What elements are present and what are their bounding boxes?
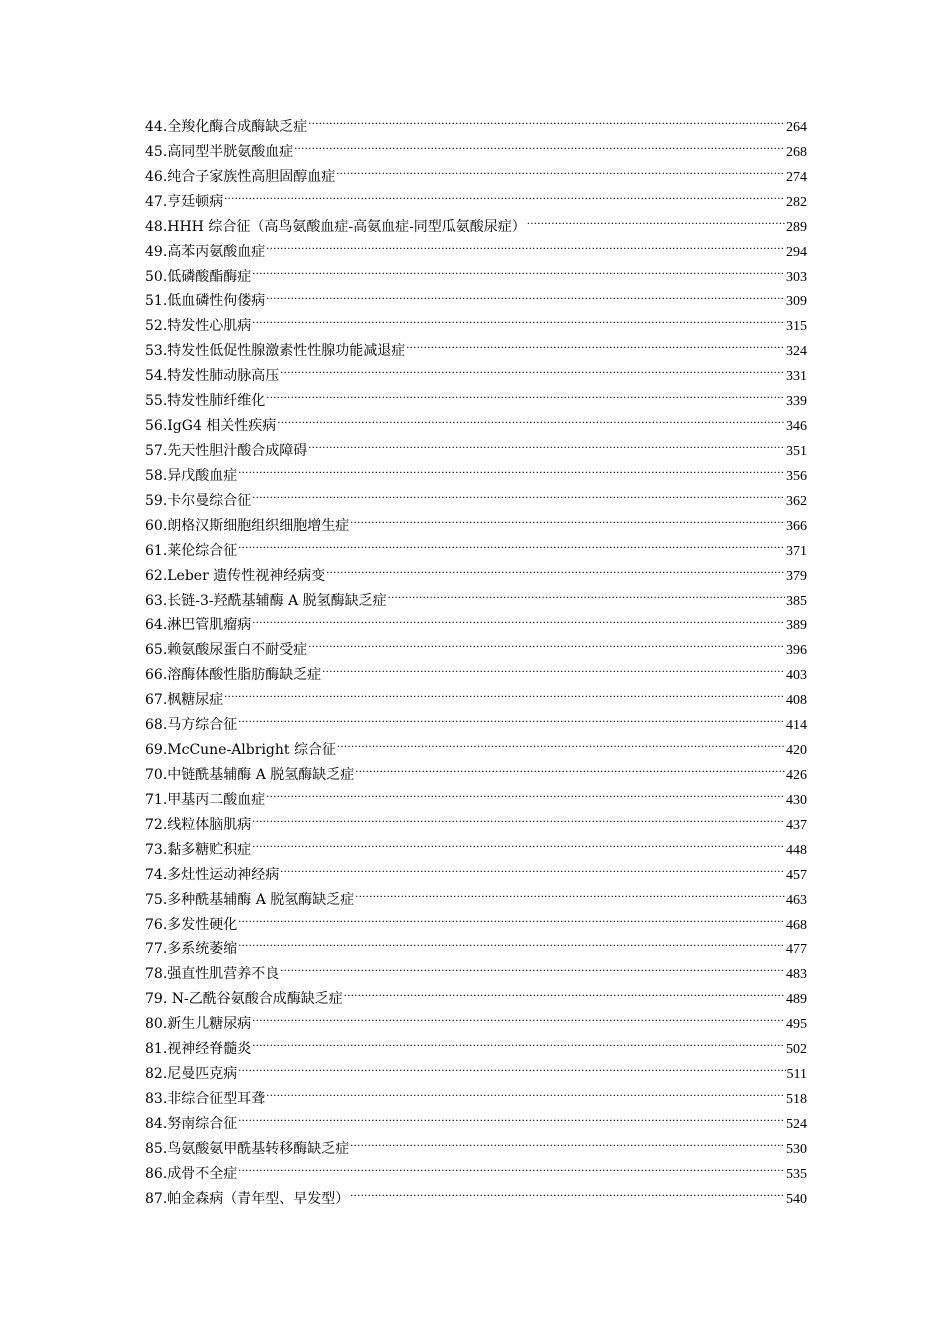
dot-leader [350, 1189, 785, 1203]
dot-leader [266, 242, 785, 256]
toc-entry-title: 74.多灶性运动神经病 [145, 866, 280, 883]
toc-entry[interactable] [145, 613, 807, 638]
dot-leader [252, 491, 785, 505]
toc-entry-page-number: 315 [786, 319, 807, 335]
toc-entry-title: 59.卡尔曼综合征 [145, 492, 252, 509]
toc-entry-page-number: 282 [786, 194, 807, 210]
toc-entry[interactable] [145, 1087, 807, 1112]
toc-entry-title: 65.赖氨酸尿蛋白不耐受症 [145, 642, 308, 659]
toc-entry-page-number: 351 [786, 443, 807, 459]
toc-entry-page-number: 294 [786, 244, 807, 260]
dot-leader [308, 117, 785, 131]
dot-leader [350, 516, 785, 530]
toc-entry[interactable] [145, 314, 807, 339]
dot-leader [322, 665, 785, 679]
toc-entry-title: 80.新生儿糖尿病 [145, 1016, 252, 1033]
toc-entry[interactable] [145, 1112, 807, 1137]
toc-entry-page-number: 379 [786, 568, 807, 584]
toc-entry[interactable] [145, 165, 807, 190]
toc-entry[interactable] [145, 888, 807, 913]
toc-entry[interactable] [145, 265, 807, 290]
toc-entry-page-number: 540 [786, 1191, 807, 1207]
toc-entry[interactable] [145, 414, 807, 439]
toc-entry-title: 84.努南综合征 [145, 1115, 238, 1132]
toc-entry-page-number: 518 [786, 1091, 807, 1107]
dot-leader [238, 1114, 785, 1128]
toc-entry[interactable] [145, 389, 807, 414]
toc-entry-title: 44.全羧化酶合成酶缺乏症 [145, 119, 308, 135]
toc-entry-page-number: 303 [786, 269, 807, 285]
toc-entry-title: 78.强直性肌营养不良 [145, 966, 280, 983]
toc-entry-title: 79. N-乙酰谷氨酸合成酶缺乏症 [145, 991, 343, 1008]
toc-entry-page-number: 356 [786, 468, 807, 484]
toc-entry-page-number: 535 [786, 1166, 807, 1182]
toc-entry[interactable] [145, 937, 807, 962]
toc-entry[interactable] [145, 713, 807, 738]
dot-leader [224, 192, 785, 206]
toc-entry-title: 69.McCune-Albright 综合征 [145, 742, 336, 759]
toc-entry[interactable] [145, 1062, 807, 1087]
toc-entry-page-number: 289 [786, 219, 807, 235]
toc-entry-page-number: 403 [786, 668, 807, 684]
toc-entry[interactable] [145, 962, 807, 987]
toc-entry[interactable] [145, 364, 807, 389]
toc-entry-page-number: 268 [786, 144, 807, 160]
dot-leader [238, 466, 785, 480]
toc-entry-page-number: 366 [786, 518, 807, 534]
toc-entry[interactable] [145, 464, 807, 489]
toc-entry[interactable] [145, 589, 807, 614]
toc-entry[interactable] [145, 190, 807, 215]
toc-entry[interactable] [145, 688, 807, 713]
dot-leader [308, 640, 785, 654]
toc-entry[interactable] [145, 663, 807, 688]
toc-entry-title: 49.高苯丙氨酸血症 [145, 243, 266, 260]
dot-leader [238, 1064, 785, 1078]
toc-entry-title: 75.多种酰基辅酶 A 脱氢酶缺乏症 [145, 891, 355, 908]
toc-entry-title: 48.HHH 综合征（高鸟氨酸血症-高氨血症-同型瓜氨酸尿症） [145, 218, 526, 235]
dot-leader [252, 1039, 785, 1053]
toc-entry-page-number: 346 [786, 419, 807, 435]
dot-leader [238, 715, 785, 729]
toc-entry-page-number: 331 [786, 369, 807, 385]
toc-entry-page-number: 408 [786, 693, 807, 709]
toc-entry-page-number: 371 [786, 543, 807, 559]
toc-entry-page-number: 477 [786, 942, 807, 958]
toc-entry[interactable] [145, 539, 807, 564]
toc-entry-title: 76.多发性硬化 [145, 916, 238, 933]
dot-leader [224, 690, 785, 704]
toc-entry-title: 77.多系统萎缩 [145, 941, 238, 958]
toc-entry-page-number: 396 [786, 643, 807, 659]
toc-entry-page-number: 339 [786, 394, 807, 410]
toc-entry-page-number: 274 [786, 169, 807, 185]
toc-entry-title: 73.黏多糖贮积症 [145, 841, 252, 858]
dot-leader [266, 291, 785, 305]
dot-leader [266, 790, 785, 804]
dot-leader [252, 1014, 785, 1028]
toc-entry-title: 46.纯合子家族性高胆固醇血症 [145, 168, 336, 185]
dot-leader [252, 815, 785, 829]
dot-leader [266, 391, 785, 405]
toc-entry[interactable] [145, 638, 807, 663]
toc-entry-title: 54.特发性肺动脉高压 [145, 368, 280, 385]
toc-entry[interactable] [145, 439, 807, 464]
toc-entry-page-number: 468 [786, 917, 807, 933]
toc-entry[interactable] [145, 1137, 807, 1162]
toc-entry-title: 60.朗格汉斯细胞组织细胞增生症 [145, 517, 350, 534]
toc-entry[interactable] [145, 115, 807, 140]
toc-entry-page-number: 324 [786, 344, 807, 360]
toc-entry-title: 55.特发性肺纤维化 [145, 393, 266, 410]
dot-leader [252, 840, 785, 854]
dot-leader [280, 366, 785, 380]
toc-entry-page-number: 511 [786, 1067, 807, 1083]
toc-entry[interactable] [145, 738, 807, 763]
toc-entry-title: 86.成骨不全症 [145, 1165, 238, 1182]
toc-entry-page-number: 420 [786, 743, 807, 759]
toc-entry-page-number: 264 [786, 120, 807, 135]
dot-leader [238, 1164, 785, 1178]
dot-leader [238, 939, 785, 953]
toc-entry-title: 82.尼曼匹克病 [145, 1066, 238, 1083]
toc-entry-page-number: 430 [786, 792, 807, 808]
table-of-contents [145, 115, 807, 1212]
toc-entry-title: 66.溶酶体酸性脂肪酶缺乏症 [145, 667, 322, 684]
toc-entry[interactable] [145, 564, 807, 589]
toc-entry-title: 50.低磷酸酯酶症 [145, 268, 252, 285]
toc-entry-title: 63.长链-3-羟酰基辅酶 A 脱氢酶缺乏症 [145, 592, 387, 609]
toc-entry-title: 71.甲基丙二酸血症 [145, 791, 266, 808]
toc-entry-title: 52.特发性心肌病 [145, 318, 252, 335]
dot-leader [350, 1139, 785, 1153]
toc-entry-title: 87.帕金森病（青年型、早发型） [145, 1190, 350, 1207]
toc-entry-title: 61.莱伦综合征 [145, 542, 238, 559]
toc-entry-page-number: 437 [786, 817, 807, 833]
toc-entry-title: 70.中链酰基辅酶 A 脱氢酶缺乏症 [145, 766, 355, 783]
dot-leader [238, 541, 785, 555]
dot-leader [294, 142, 785, 156]
dot-leader [337, 740, 785, 754]
toc-entry[interactable] [145, 1037, 807, 1062]
toc-entry[interactable] [145, 489, 807, 514]
toc-entry-title: 53.特发性低促性腺激素性性腺功能减退症 [145, 343, 406, 360]
toc-entry-page-number: 489 [786, 992, 807, 1008]
toc-entry-title: 51.低血磷性佝偻病 [145, 293, 266, 310]
dot-leader [406, 341, 785, 355]
toc-entry[interactable] [145, 140, 807, 165]
toc-entry[interactable] [145, 215, 807, 240]
toc-entry-title: 45.高同型半胱氨酸血症 [145, 143, 294, 160]
dot-leader [344, 989, 785, 1003]
dot-leader [252, 316, 785, 330]
toc-entry-page-number: 362 [786, 493, 807, 509]
toc-entry[interactable] [145, 763, 807, 788]
toc-entry-page-number: 495 [786, 1017, 807, 1033]
dot-leader [326, 566, 785, 580]
toc-entry-page-number: 309 [786, 294, 807, 310]
dot-leader [252, 267, 785, 281]
toc-entry-page-number: 389 [786, 618, 807, 634]
toc-entry-title: 62.Leber 遗传性视神经病变 [145, 567, 326, 584]
toc-entry-title: 83.非综合征型耳聋 [145, 1090, 266, 1107]
toc-entry[interactable] [145, 788, 807, 813]
dot-leader [252, 615, 785, 629]
toc-entry-title: 56.IgG4 相关性疾病 [145, 418, 277, 435]
toc-entry-title: 57.先天性胆汁酸合成障碍 [145, 442, 308, 459]
toc-entry-title: 58.异戊酸血症 [145, 467, 238, 484]
toc-entry-page-number: 483 [786, 967, 807, 983]
toc-entry-page-number: 502 [786, 1042, 807, 1058]
toc-entry-title: 85.鸟氨酸氨甲酰基转移酶缺乏症 [145, 1140, 350, 1157]
toc-entry-page-number: 385 [786, 593, 807, 609]
toc-entry[interactable] [145, 240, 807, 265]
dot-leader [280, 865, 785, 879]
dot-leader [336, 167, 785, 181]
toc-entry-page-number: 524 [786, 1116, 807, 1132]
dot-leader [308, 441, 785, 455]
dot-leader [388, 591, 785, 605]
toc-entry-page-number: 463 [786, 892, 807, 908]
dot-leader [238, 915, 785, 929]
toc-entry[interactable] [145, 289, 807, 314]
toc-entry-page-number: 426 [786, 767, 807, 783]
toc-entry-title: 67.枫糖尿症 [145, 692, 224, 709]
toc-entry[interactable] [145, 1012, 807, 1037]
toc-entry-title: 81.视神经脊髓炎 [145, 1041, 252, 1058]
toc-entry[interactable] [145, 1187, 807, 1212]
toc-entry[interactable] [145, 1162, 807, 1187]
toc-entry[interactable] [145, 863, 807, 888]
toc-entry-title: 72.线粒体脑肌病 [145, 816, 252, 833]
toc-entry[interactable] [145, 813, 807, 838]
toc-entry[interactable] [145, 838, 807, 863]
toc-entry-page-number: 414 [786, 718, 807, 734]
toc-entry-page-number: 457 [786, 867, 807, 883]
toc-entry[interactable] [145, 987, 807, 1012]
dot-leader [355, 765, 785, 779]
toc-entry-page-number: 448 [786, 842, 807, 858]
dot-leader [355, 890, 785, 904]
toc-entry[interactable] [145, 514, 807, 539]
toc-entry[interactable] [145, 913, 807, 938]
toc-entry-title: 47.亨廷顿病 [145, 193, 224, 210]
dot-leader [266, 1089, 785, 1103]
dot-leader [280, 964, 785, 978]
toc-entry-page-number: 530 [786, 1141, 807, 1157]
toc-entry[interactable] [145, 339, 807, 364]
toc-entry-title: 68.马方综合征 [145, 717, 238, 734]
dot-leader [277, 416, 785, 430]
dot-leader [527, 217, 785, 231]
toc-entry-title: 64.淋巴管肌瘤病 [145, 617, 252, 634]
